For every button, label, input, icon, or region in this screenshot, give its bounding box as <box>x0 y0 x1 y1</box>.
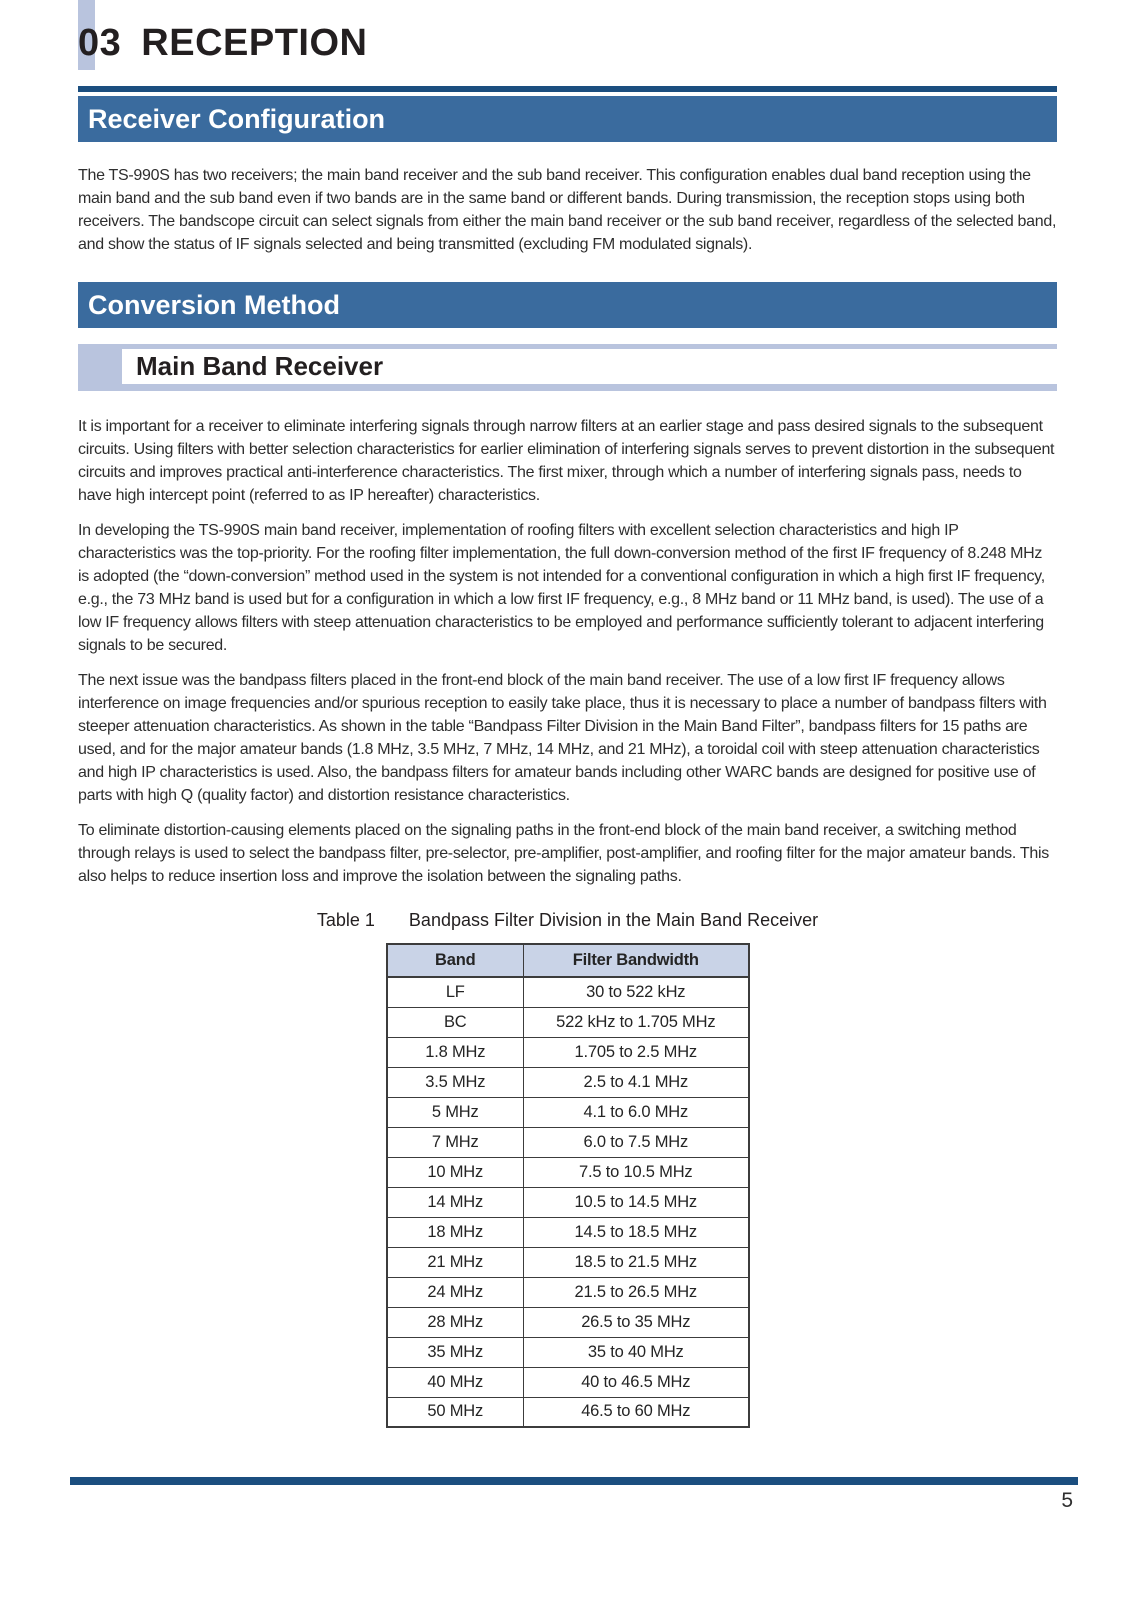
column-header-band: Band <box>387 944 524 977</box>
filter-bandwidth-cell: 14.5 to 18.5 MHz <box>524 1217 749 1247</box>
subsection-title: Main Band Receiver <box>136 351 384 381</box>
main-band-receiver-body <box>78 415 1057 888</box>
band-cell: 21 MHz <box>387 1247 524 1277</box>
band-cell: 7 MHz <box>387 1127 524 1157</box>
section-banner-conversion-method <box>78 282 1057 328</box>
table-row <box>387 1307 749 1337</box>
table-body <box>387 977 749 1427</box>
paragraph: In developing the TS-990S main band receiver, implementation of roofing filters with excellent selection characteristics and high IP characteristics was the top-priority. For the roofing filter implementation, the full down-conversion method of the first IF frequency of 8.248 MHz is adopted (the “down-conversion” method used in the system is not intended for a conventional configuration in which a high first IF frequency, e.g., the 73 MHz band is used but for a configuration in which a low first IF frequency, e.g., 8 MHz band or 11 MHz band, is used). The use of a low IF frequency allows filters with steep attenuation characteristics to be employed and performance sufficiently tolerant to adjacent interfering signals to be secured. <box>78 522 1045 654</box>
band-cell: 35 MHz <box>387 1337 524 1367</box>
band-cell: 28 MHz <box>387 1307 524 1337</box>
table-row <box>387 1037 749 1067</box>
band-cell: 5 MHz <box>387 1097 524 1127</box>
band-cell: 1.8 MHz <box>387 1037 524 1067</box>
table-row <box>387 1127 749 1157</box>
band-cell: BC <box>387 1007 524 1037</box>
filter-bandwidth-cell: 35 to 40 MHz <box>524 1337 749 1367</box>
band-cell: 3.5 MHz <box>387 1067 524 1097</box>
subsection-banner-main-band-receiver <box>78 344 1057 391</box>
chapter-header <box>78 0 1057 86</box>
paragraph: To eliminate distortion-causing elements placed on the signaling paths in the front-end block of the main band receiver, a switching method through relays is used to select the bandpass filter, pre-selector, pre-amplifier, post-amplifier, and roofing filter for the major amateur bands. This also helps to reduce insertion loss and improve the isolation between the signaling paths. <box>78 822 1049 885</box>
section-banner-receiver-configuration <box>78 96 1057 142</box>
column-header-filter-bandwidth: Filter Bandwidth <box>524 944 749 977</box>
table-row <box>387 1187 749 1217</box>
paragraph: The TS-990S has two receivers; the main band receiver and the sub band receiver. This configuration enables dual band reception using the main band and the sub band even if two bands are in the same band or different bands. During transmission, the reception stops using both receivers. The bandscope circuit can select signals from either the main band receiver or the sub band receiver, regardless of the selected band, and show the status of IF signals selected and being transmitted (excluding FM modulated signals). <box>78 167 1057 253</box>
bandpass-filter-table <box>386 943 750 1428</box>
filter-bandwidth-cell: 46.5 to 60 MHz <box>524 1397 749 1427</box>
filter-bandwidth-cell: 2.5 to 4.1 MHz <box>524 1067 749 1097</box>
chapter-title: RECEPTION <box>141 22 368 64</box>
table-row <box>387 977 749 1007</box>
filter-bandwidth-cell: 522 kHz to 1.705 MHz <box>524 1007 749 1037</box>
table-row <box>387 1337 749 1367</box>
table-header-row <box>387 944 749 977</box>
band-cell: 18 MHz <box>387 1217 524 1247</box>
filter-bandwidth-cell: 1.705 to 2.5 MHz <box>524 1037 749 1067</box>
filter-bandwidth-cell: 6.0 to 7.5 MHz <box>524 1127 749 1157</box>
table-row <box>387 1217 749 1247</box>
band-cell: 24 MHz <box>387 1277 524 1307</box>
section-title-conversion-method: Conversion Method <box>88 289 341 320</box>
subsection-title-box <box>122 349 1057 384</box>
table-row <box>387 1397 749 1427</box>
receiver-configuration-body <box>78 164 1057 256</box>
band-cell: 14 MHz <box>387 1187 524 1217</box>
page-number: 5 <box>1061 1489 1073 1512</box>
table-row <box>387 1277 749 1307</box>
filter-bandwidth-cell: 30 to 522 kHz <box>524 977 749 1007</box>
table-row <box>387 1097 749 1127</box>
table-caption-label: Table 1 <box>316 910 375 930</box>
table-row <box>387 1007 749 1037</box>
table-row <box>387 1247 749 1277</box>
filter-bandwidth-cell: 7.5 to 10.5 MHz <box>524 1157 749 1187</box>
chapter-number: 03 <box>78 22 122 64</box>
filter-bandwidth-cell: 26.5 to 35 MHz <box>524 1307 749 1337</box>
band-cell: 50 MHz <box>387 1397 524 1427</box>
table-row <box>387 1157 749 1187</box>
table-row <box>387 1367 749 1397</box>
filter-bandwidth-cell: 21.5 to 26.5 MHz <box>524 1277 749 1307</box>
paragraph: The next issue was the bandpass filters placed in the front-end block of the main band receiver. The use of a low first IF frequency allows interference on image frequencies and/or spurious reception to easily take place, thus it is necessary to place a number of bandpass filters with steeper attenuation characteristics. As shown in the table “Bandpass Filter Division in the Main Band Filter”, bandpass filters for 15 paths are used, and for the major amateur bands (1.8 MHz, 3.5 MHz, 7 MHz, 14 MHz, and 21 MHz), a toroidal coil with steep attenuation characteristics and high IP characteristics is used. Also, the bandpass filters for amateur bands including other WARC bands are designed for positive use of parts with high Q (quality factor) and distortion resistance characteristics. <box>78 672 1047 804</box>
section-title-receiver-configuration: Receiver Configuration <box>88 103 386 134</box>
table-caption <box>78 910 1057 931</box>
band-cell: 10 MHz <box>387 1157 524 1187</box>
chapter-heading <box>78 22 367 65</box>
paragraph: It is important for a receiver to eliminate interfering signals through narrow filters at an earlier stage and pass desired signals to the subsequent circuits. Using filters with better selection characteristics for earlier elimination of interfering signals serves to prevent distortion in the subsequent circuits and improves practical anti-interference characteristics. The first mixer, through which a number of interfering signals pass, needs to have high intercept point (referred to as IP hereafter) characteristics. <box>78 418 1055 504</box>
table-row <box>387 1067 749 1097</box>
filter-bandwidth-cell: 10.5 to 14.5 MHz <box>524 1187 749 1217</box>
footer-rule <box>70 1477 1078 1485</box>
table-caption-text: Bandpass Filter Division in the Main Band Receiver <box>408 910 819 930</box>
section-top-rule <box>78 86 1057 92</box>
band-cell: LF <box>387 977 524 1007</box>
filter-bandwidth-cell: 4.1 to 6.0 MHz <box>524 1097 749 1127</box>
filter-bandwidth-cell: 18.5 to 21.5 MHz <box>524 1247 749 1277</box>
band-cell: 40 MHz <box>387 1367 524 1397</box>
filter-bandwidth-cell: 40 to 46.5 MHz <box>524 1367 749 1397</box>
